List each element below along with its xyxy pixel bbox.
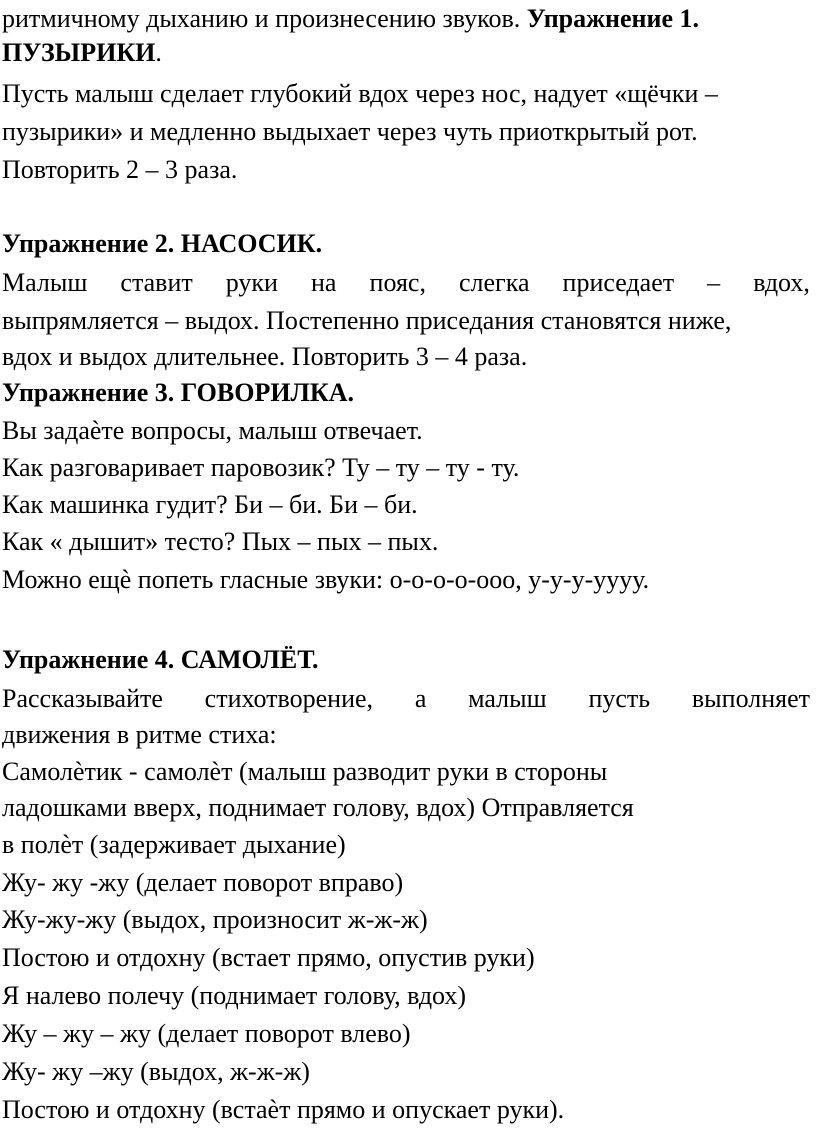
word: на [311,268,337,297]
exercise-2-title: Упражнение 2. НАСОСИК. [2,229,323,258]
exercise-4-line: Постою и отдохну (встаѐт прямо и опускает руки). [2,1095,565,1124]
exercise-4-line: Жу – жу – жу (делает поворот влево) [2,1019,411,1048]
word: Малыш [2,268,88,297]
exercise-1-title-part1: Упражнение 1. [526,4,700,33]
exercise-4-line: движения в ритме стиха: [2,720,277,749]
exercise-3-line: Как машинка гудит? Би – би. Би – би. [2,490,418,519]
word: пусть [588,684,651,713]
word: пояс, [369,268,426,297]
exercise-4-line: Жу-жу-жу (выдох, произносит ж-ж-ж) [2,905,428,934]
exercise-1-title-part2: ПУЗЫРИКИ [2,38,156,67]
exercise-4-line: Жу- жу -жу (делает поворот вправо) [2,868,404,897]
exercise-4-title: Упражнение 4. САМОЛЁТ. [2,645,319,674]
exercise-1-line: пузырики» и медленно выдыхает через чуть приоткрытый рот. [2,117,698,146]
exercise-4-line: Жу- жу –жу (выдох, ж-ж-ж) [2,1057,310,1086]
exercise-3-line: Вы задаѐте вопросы, малыш отвечает. [2,416,423,445]
intro-line [2,4,699,34]
exercise-1-title-line [2,38,162,68]
exercise-3-line: Как разговаривает паровозик? Ту – ту – ту - ту. [2,453,520,482]
word: – [707,268,721,297]
exercise-4-line: Самолѐтик - самолѐт (малыш разводит руки в стороны [2,757,608,786]
exercise-4-line: Я налево полечу (поднимает голову, вдох) [2,981,467,1010]
exercise-1-title-dot: . [155,38,162,67]
word: Рассказывайте [2,684,163,713]
word: стихотворение, [204,684,374,713]
word: ставит [120,268,193,297]
word: а [414,684,427,713]
exercise-2-line: вдох и выдох длительнее. Повторить 3 – 4 раза. [2,342,528,371]
exercise-3-line: Можно ещѐ попеть гласные звуки: о-о-о-о-ооо, у-у-у-уууу. [2,565,650,594]
exercise-4-line: ладошками вверх, поднимает голову, вдох) Отправляется [2,793,634,822]
intro-text: ритмичному дыханию и произнесению звуков. [2,4,521,33]
word: слегка [459,268,530,297]
exercise-3-title: Упражнение 3. ГОВОРИЛКА. [2,378,355,407]
word: руки [225,268,278,297]
word: выполняет [691,684,810,713]
exercise-1-line: Повторить 2 – 3 раза. [2,155,238,184]
exercise-4-line: в полѐт (задерживает дыхание) [2,830,346,859]
exercise-4-line-justified [2,684,810,714]
exercise-2-line: выпрямляется – выдох. Постепенно приседания становятся ниже, [2,306,732,335]
word: приседает [562,268,675,297]
word: малыш [468,684,547,713]
exercise-1-line: Пусть малыш сделает глубокий вдох через нос, надует «щёчки – [2,79,718,108]
exercise-3-line: Как « дышит» тесто? Пых – пых – пых. [2,527,439,556]
word: вдох, [753,268,810,297]
exercise-2-line-justified [2,268,810,298]
exercise-4-line: Постою и отдохну (встает прямо, опустив руки) [2,943,535,972]
